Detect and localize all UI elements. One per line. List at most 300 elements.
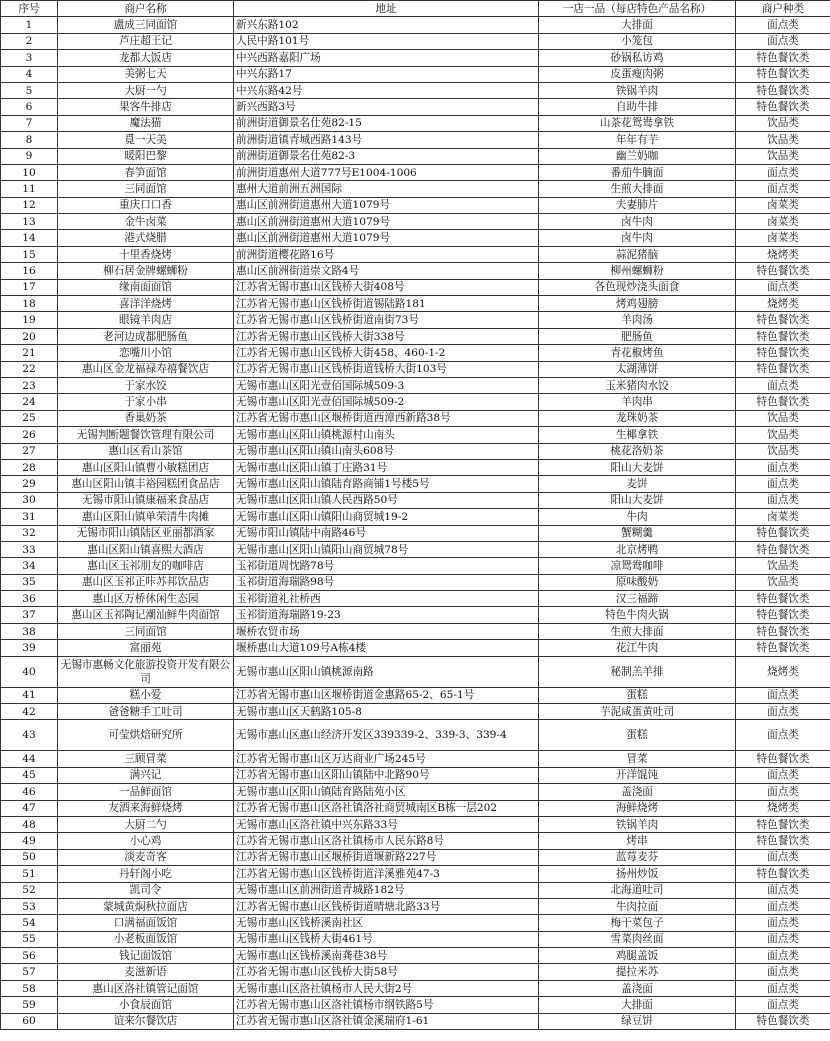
merchant-type: 特色餐饮类 [736,816,830,832]
merchant-name: 柳石居金牌螺蛳粉 [58,263,234,279]
address: 中兴东路42号 [234,82,539,98]
table-row [1,525,830,541]
signature-product: 鸡腿盖饭 [539,948,736,964]
merchant-type: 烧烤类 [736,656,830,687]
table-row [1,833,830,849]
row-index: 50 [1,849,58,865]
merchant-name: 无锡市阳山镇陆区亚丽都酒家 [58,525,234,541]
merchant-type: 面点类 [736,931,830,947]
row-index: 43 [1,720,58,751]
address: 无锡市惠山区钱桥大街461号 [234,931,539,947]
table-row [1,866,830,882]
signature-product: 盖浇面 [539,980,736,996]
address: 无锡市惠山区阳山镇丁庄路31号 [234,459,539,475]
merchant-name: 果客牛排店 [58,99,234,115]
table-row [1,132,830,148]
address: 无锡市惠山区洛社镇杨市人民大街2号 [234,980,539,996]
table-row [1,181,830,197]
table-row [1,816,830,832]
merchant-name: 魔法猫 [58,115,234,131]
merchant-name: 盧成三同面馆 [58,17,234,33]
merchant-name: 无锡市阳山镇康福来食品店 [58,492,234,508]
merchant-name: 暖阳巴黎 [58,148,234,164]
header-merchant-name: 商户名称 [58,1,234,17]
header-row [1,1,830,17]
signature-product: 蟹糊羹 [539,525,736,541]
merchant-type: 饮品类 [736,410,830,426]
merchant-name: 金牛卤菜 [58,214,234,230]
address: 江苏省无锡市惠山区洛社镇洛社商贸城南区B栋一层202 [234,800,539,816]
row-index: 60 [1,1013,58,1029]
row-index: 32 [1,525,58,541]
address: 无锡市惠山区阳山镇山南头608号 [234,443,539,459]
merchant-type: 特色餐饮类 [736,591,830,607]
merchant-name: 蒙城黄焖秋拉面店 [58,898,234,914]
address: 无锡市惠山区钱桥溪南龚巷38号 [234,948,539,964]
address: 前洲街道御景名仕苑82-3 [234,148,539,164]
merchant-type: 特色餐饮类 [736,82,830,98]
address: 无锡市惠山区洛社镇中兴东路33号 [234,816,539,832]
row-index: 19 [1,312,58,328]
merchant-type: 面点类 [736,164,830,180]
merchant-name: 富丽苑 [58,640,234,656]
merchant-type: 烧烤类 [736,296,830,312]
row-index: 36 [1,591,58,607]
merchant-type: 特色餐饮类 [736,866,830,882]
table-row [1,751,830,767]
address: 惠山区前洲街道惠州大道1079号 [234,230,539,246]
merchant-name: 小食辰面馆 [58,997,234,1013]
signature-product: 扬州炒饭 [539,866,736,882]
address: 惠山区前洲街道崇文路4号 [234,263,539,279]
table-row [1,99,830,115]
merchant-name: 港式烧腊 [58,230,234,246]
signature-product: 羊肉串 [539,394,736,410]
address: 江苏省无锡市惠山区钱桥大街58号 [234,964,539,980]
merchant-name: 芦庄超王记 [58,33,234,49]
row-index: 58 [1,980,58,996]
address: 江苏省无锡市惠山区钱桥大街408号 [234,279,539,295]
signature-product: 肥肠鱼 [539,328,736,344]
merchant-type: 面点类 [736,997,830,1013]
merchant-name: 一品鲜面馆 [58,784,234,800]
merchant-name: 惠山区金龙福禄寿禧餐饮店 [58,361,234,377]
merchant-type: 烧烤类 [736,246,830,262]
merchant-name: 麦滋新语 [58,964,234,980]
merchant-type: 面点类 [736,33,830,49]
merchant-type: 卤菜类 [736,230,830,246]
row-index: 54 [1,915,58,931]
merchant-name: 十里香烧烤 [58,246,234,262]
table-row [1,377,830,393]
row-index: 38 [1,623,58,639]
merchant-name: 龙都大饭店 [58,50,234,66]
merchant-type: 饮品类 [736,574,830,590]
table-row [1,931,830,947]
merchant-name: 惠山区阳山镇喜熙大酒店 [58,541,234,557]
address: 无锡市惠山区阳山镇陆育路商铺1号楼5号 [234,476,539,492]
signature-product: 芋泥咸蛋黄吐司 [539,704,736,720]
row-index: 7 [1,115,58,131]
merchant-type: 特色餐饮类 [736,394,830,410]
table-row [1,361,830,377]
signature-product: 秘制羔羊排 [539,656,736,687]
merchant-name: 小心鸡 [58,833,234,849]
row-index: 15 [1,246,58,262]
merchant-type: 面点类 [736,849,830,865]
address: 江苏省无锡市惠山区洛社镇杨市纲铁路5号 [234,997,539,1013]
row-index: 17 [1,279,58,295]
merchant-name: 淡麦奇客 [58,849,234,865]
table-row [1,197,830,213]
table-row [1,263,830,279]
signature-product: 夫妻肺片 [539,197,736,213]
address: 前洲街道御景名仕苑82-15 [234,115,539,131]
signature-product: 生煎大排面 [539,623,736,639]
row-index: 5 [1,82,58,98]
merchant-name: 惠山区洛社镇管记面馆 [58,980,234,996]
signature-product: 年年有芋 [539,132,736,148]
signature-product: 牛肉拉面 [539,898,736,914]
merchant-name: 喜洋洋烧烤 [58,296,234,312]
signature-product: 幽兰奶咖 [539,148,736,164]
row-index: 9 [1,148,58,164]
merchant-name: 美粥七天 [58,66,234,82]
merchant-type: 饮品类 [736,558,830,574]
merchant-name: 小老板面饭馆 [58,931,234,947]
table-row [1,558,830,574]
merchant-name: 恋嘴川小馆 [58,345,234,361]
signature-product: 青花椒烤鱼 [539,345,736,361]
merchant-type: 面点类 [736,704,830,720]
signature-product: 大排面 [539,997,736,1013]
merchant-type: 面点类 [736,898,830,914]
row-index: 18 [1,296,58,312]
table-row [1,492,830,508]
address: 前洲街道惠州大道777号E1004-1006 [234,164,539,180]
merchant-type: 特色餐饮类 [736,312,830,328]
signature-product: 自助牛排 [539,99,736,115]
merchant-name: 三顾冒菜 [58,751,234,767]
merchant-name: 惠山区看山茶馆 [58,443,234,459]
table-row [1,656,830,687]
row-index: 21 [1,345,58,361]
merchant-type: 特色餐饮类 [736,50,830,66]
table-row [1,720,830,751]
signature-product: 蛋糕 [539,687,736,703]
merchant-type: 面点类 [736,720,830,751]
table-row [1,948,830,964]
address: 江苏省无锡市惠山区钱桥街道钱桥大街103号 [234,361,539,377]
table-row [1,66,830,82]
merchant-type: 面点类 [736,181,830,197]
address: 新兴西路3号 [234,99,539,115]
signature-product: 烤鸡翅膀 [539,296,736,312]
table-row [1,997,830,1013]
table-row [1,1013,830,1029]
row-index: 56 [1,948,58,964]
merchant-type: 特色餐饮类 [736,607,830,623]
merchant-type: 特色餐饮类 [736,66,830,82]
row-index: 35 [1,574,58,590]
merchant-name: 满兴记 [58,767,234,783]
merchant-type: 特色餐饮类 [736,623,830,639]
merchant-type: 卤菜类 [736,214,830,230]
merchant-type: 面点类 [736,279,830,295]
merchant-name: 重庆口口香 [58,197,234,213]
merchant-name: 于家小串 [58,394,234,410]
table-row [1,898,830,914]
table-row [1,345,830,361]
merchant-name: 糕小爱 [58,687,234,703]
merchant-name: 口满福面饭馆 [58,915,234,931]
table-row [1,882,830,898]
row-index: 12 [1,197,58,213]
address: 玉祁街道海瑞路98号 [234,574,539,590]
address: 前洲街道樱花路16号 [234,246,539,262]
row-index: 37 [1,607,58,623]
signature-product: 柳州螺蛳粉 [539,263,736,279]
row-index: 25 [1,410,58,426]
merchant-type: 面点类 [736,767,830,783]
signature-product: 北海道吐司 [539,882,736,898]
merchant-type: 卤菜类 [736,509,830,525]
merchant-type: 面点类 [736,948,830,964]
address: 中兴西路嘉阳广场 [234,50,539,66]
row-index: 53 [1,898,58,914]
row-index: 52 [1,882,58,898]
row-index: 40 [1,656,58,687]
merchant-name: 三同面馆 [58,623,234,639]
row-index: 39 [1,640,58,656]
merchant-name: 谊来尔餐饮店 [58,1013,234,1029]
signature-product: 卤牛肉 [539,230,736,246]
merchant-type: 饮品类 [736,427,830,443]
header-signature-product: 一店一品（每店特色产品名称） [539,1,736,17]
merchant-name: 丹轩阁小吃 [58,866,234,882]
signature-product: 皮蛋瘦肉粥 [539,66,736,82]
merchant-name: 惠山区玉祁正咔苏邦饮品店 [58,574,234,590]
signature-product: 特色牛肉火锅 [539,607,736,623]
table-row [1,591,830,607]
signature-product: 凉鸳鸯咖啡 [539,558,736,574]
signature-product: 花江牛肉 [539,640,736,656]
address: 中兴东路17 [234,66,539,82]
address: 惠山区前洲街道惠州大道1079号 [234,197,539,213]
table-row [1,964,830,980]
table-row [1,623,830,639]
merchant-type: 面点类 [736,687,830,703]
merchant-type: 特色餐饮类 [736,751,830,767]
table-row [1,33,830,49]
table-row [1,640,830,656]
merchant-type: 面点类 [736,492,830,508]
address: 无锡市惠山区阳山镇阳山商贸城19-2 [234,509,539,525]
merchant-type: 面点类 [736,980,830,996]
row-index: 44 [1,751,58,767]
address: 无锡市惠山区钱桥溪南社区 [234,915,539,931]
signature-product: 烤串 [539,833,736,849]
address: 江苏省无锡市惠山区洛社镇杨市人民东路8号 [234,833,539,849]
merchant-type: 面点类 [736,459,830,475]
signature-product: 龙珠奶茶 [539,410,736,426]
address: 无锡市惠山区阳光壹佰国际城509-3 [234,377,539,393]
header-index: 序号 [1,1,58,17]
signature-product: 冒菜 [539,751,736,767]
address: 惠州大道前洲五洲国际 [234,181,539,197]
signature-product: 卤牛肉 [539,214,736,230]
row-index: 30 [1,492,58,508]
merchant-type: 烧烤类 [736,800,830,816]
address: 人民中路101号 [234,33,539,49]
row-index: 48 [1,816,58,832]
signature-product: 各色现炒浇头面食 [539,279,736,295]
table-row [1,687,830,703]
merchant-type: 面点类 [736,476,830,492]
address: 前洲街道镇青城西路143号 [234,132,539,148]
merchant-type: 特色餐饮类 [736,1013,830,1029]
merchant-name: 惠山区阳山镇曹小敏糕团店 [58,459,234,475]
merchant-name: 无锡市惠畅文化旅游投资开发有限公司 [58,656,234,687]
row-index: 57 [1,964,58,980]
merchant-type: 特色餐饮类 [736,640,830,656]
address: 无锡市惠山区阳光壹佰国际城509-2 [234,394,539,410]
signature-product: 蒜泥猪脑 [539,246,736,262]
table-row [1,849,830,865]
merchant-type: 特色餐饮类 [736,833,830,849]
merchant-type: 卤菜类 [736,197,830,213]
signature-product: 生椰拿铁 [539,427,736,443]
signature-product: 开洋馄饨 [539,767,736,783]
address: 江苏省无锡市惠山区洛社镇金溪瑞府1-61 [234,1013,539,1029]
signature-product: 阳山大麦饼 [539,492,736,508]
signature-product: 蓝莓麦芬 [539,849,736,865]
table-row [1,443,830,459]
table-row [1,767,830,783]
row-index: 1 [1,17,58,33]
merchant-name: 老河边成都肥肠鱼 [58,328,234,344]
row-index: 42 [1,704,58,720]
address: 无锡市阳山镇陆中南路46号 [234,525,539,541]
merchant-type: 饮品类 [736,443,830,459]
merchant-name: 三同面馆 [58,181,234,197]
merchant-type: 面点类 [736,784,830,800]
merchant-name: 钱记面饭馆 [58,948,234,964]
signature-product: 小笼包 [539,33,736,49]
address: 惠山区前洲街道惠州大道1079号 [234,214,539,230]
merchant-type: 特色餐饮类 [736,541,830,557]
merchant-type: 面点类 [736,964,830,980]
address: 堰桥惠山大道109号A栋4楼 [234,640,539,656]
address: 江苏省无锡市惠山区钱桥街道洋溪雅苑47-3 [234,866,539,882]
table-row [1,164,830,180]
merchant-type: 面点类 [736,915,830,931]
signature-product: 提拉米苏 [539,964,736,980]
signature-product: 绿豆饼 [539,1013,736,1029]
merchant-type: 特色餐饮类 [736,263,830,279]
address: 无锡市惠山区天鹤路105-8 [234,704,539,720]
signature-product: 盖浇面 [539,784,736,800]
table-row [1,427,830,443]
signature-product: 番茄牛腩面 [539,164,736,180]
address: 江苏省无锡市惠山区堰桥街道金惠路65-2、65-1号 [234,687,539,703]
merchant-name: 大厨一勺 [58,82,234,98]
table-row [1,476,830,492]
table-row [1,410,830,426]
row-index: 16 [1,263,58,279]
merchant-type: 饮品类 [736,148,830,164]
merchant-name: 惠山区阳山镇单荣清牛肉摊 [58,509,234,525]
signature-product: 麦饼 [539,476,736,492]
address: 无锡市惠山区阳山镇桃源村山南头 [234,427,539,443]
header-merchant-type: 商户种类 [736,1,830,17]
table-row [1,607,830,623]
merchant-type: 特色餐饮类 [736,99,830,115]
address: 无锡市惠山区前洲街道青城路182号 [234,882,539,898]
signature-product: 北京烤鸭 [539,541,736,557]
row-index: 22 [1,361,58,377]
table-row [1,17,830,33]
address: 江苏省无锡市惠山区堰桥街道西漳西新路38号 [234,410,539,426]
signature-product: 雪菜肉丝面 [539,931,736,947]
table-row [1,115,830,131]
merchant-name: 无锡判断题餐饮管理有限公司 [58,427,234,443]
signature-product: 蛋糕 [539,720,736,751]
address: 玉祁街道周忱路78号 [234,558,539,574]
row-index: 31 [1,509,58,525]
row-index: 23 [1,377,58,393]
merchant-name: 爸爸糖手工吐司 [58,704,234,720]
row-index: 47 [1,800,58,816]
merchant-type: 面点类 [736,17,830,33]
merchant-name: 友酒来海鲜烧烤 [58,800,234,816]
merchant-name: 覓一天美 [58,132,234,148]
table-row [1,328,830,344]
signature-product: 太湖薄饼 [539,361,736,377]
merchant-type: 饮品类 [736,115,830,131]
row-index: 14 [1,230,58,246]
row-index: 10 [1,164,58,180]
row-index: 29 [1,476,58,492]
table-row [1,230,830,246]
row-index: 34 [1,558,58,574]
signature-product: 玉米猪肉水饺 [539,377,736,393]
signature-product: 山茶花鸳鸯拿铁 [539,115,736,131]
address: 江苏省无锡市惠山区钱桥街道锡陆路181 [234,296,539,312]
merchant-name: 大厨二勺 [58,816,234,832]
merchant-type: 特色餐饮类 [736,361,830,377]
row-index: 28 [1,459,58,475]
row-index: 3 [1,50,58,66]
address: 江苏省无锡市惠山区钱桥街道晴塘北路33号 [234,898,539,914]
row-index: 51 [1,866,58,882]
signature-product: 汉三福蹄 [539,591,736,607]
merchant-name: 惠山区阳山镇丰裕园糕团食品店 [58,476,234,492]
table-row [1,296,830,312]
table-row [1,509,830,525]
address: 江苏省无锡市惠山区钱桥大街458、460-1-2 [234,345,539,361]
row-index: 6 [1,99,58,115]
table-row [1,394,830,410]
address: 无锡市惠山区阳山镇陆育路陆苑小区 [234,784,539,800]
merchant-type: 特色餐饮类 [736,328,830,344]
table-body [1,17,830,1030]
row-index: 4 [1,66,58,82]
signature-product: 原味酸奶 [539,574,736,590]
row-index: 45 [1,767,58,783]
table-row [1,214,830,230]
table-row [1,704,830,720]
